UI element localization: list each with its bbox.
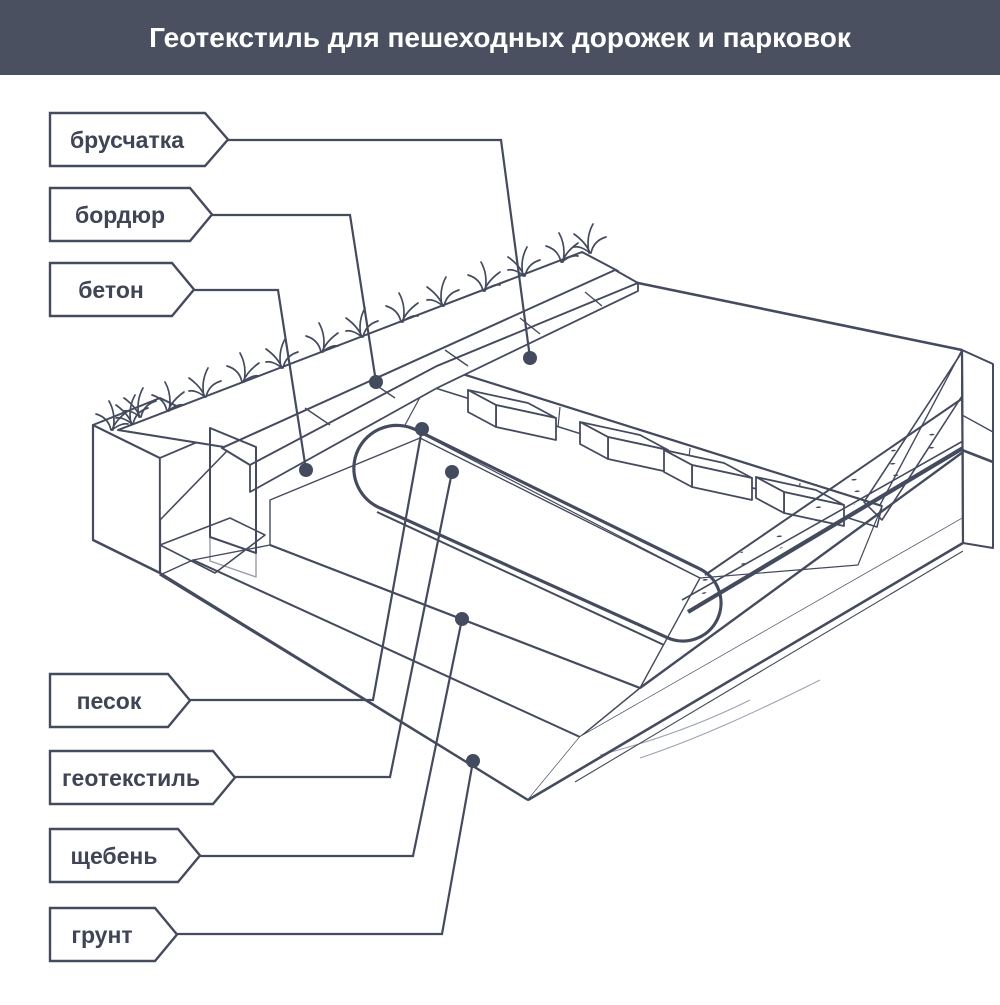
label-beton-text: бетон — [78, 277, 144, 303]
label-pesok — [50, 674, 190, 727]
label-grunt — [50, 908, 177, 961]
layers-illustration — [93, 224, 993, 800]
leader-geotekstil — [235, 472, 452, 777]
label-shcheben-text: щебень — [70, 843, 158, 869]
dot-shcheben — [455, 612, 469, 626]
dot-beton — [299, 463, 313, 477]
dot-bordyur — [369, 375, 383, 389]
label-geotekstil-text: геотекстиль — [61, 765, 201, 791]
dot-bruschatka — [523, 351, 537, 365]
label-bruschatka-text: брусчатка — [69, 127, 185, 153]
dot-grunt — [466, 754, 480, 768]
dot-pesok — [415, 422, 429, 436]
concrete-footing — [160, 518, 265, 573]
leader-lines — [177, 140, 537, 934]
label-bordyur-text: бордюр — [74, 202, 166, 228]
label-geotekstil — [50, 751, 235, 804]
labels — [50, 113, 235, 961]
label-shcheben — [50, 829, 200, 882]
page-title: Геотекстиль для пешеходных дорожек и парковок — [149, 22, 851, 53]
leader-shcheben — [200, 619, 462, 856]
header-bar — [0, 0, 1000, 75]
loose-paver-blocks — [468, 390, 844, 526]
label-bordyur — [50, 188, 212, 241]
right-side-sliver — [962, 350, 993, 548]
label-grunt-text: грунт — [71, 922, 133, 948]
label-beton — [50, 263, 194, 316]
label-pesok-text: песок — [76, 688, 142, 714]
dot-geotekstil — [445, 465, 459, 479]
label-bruschatka — [50, 113, 228, 166]
